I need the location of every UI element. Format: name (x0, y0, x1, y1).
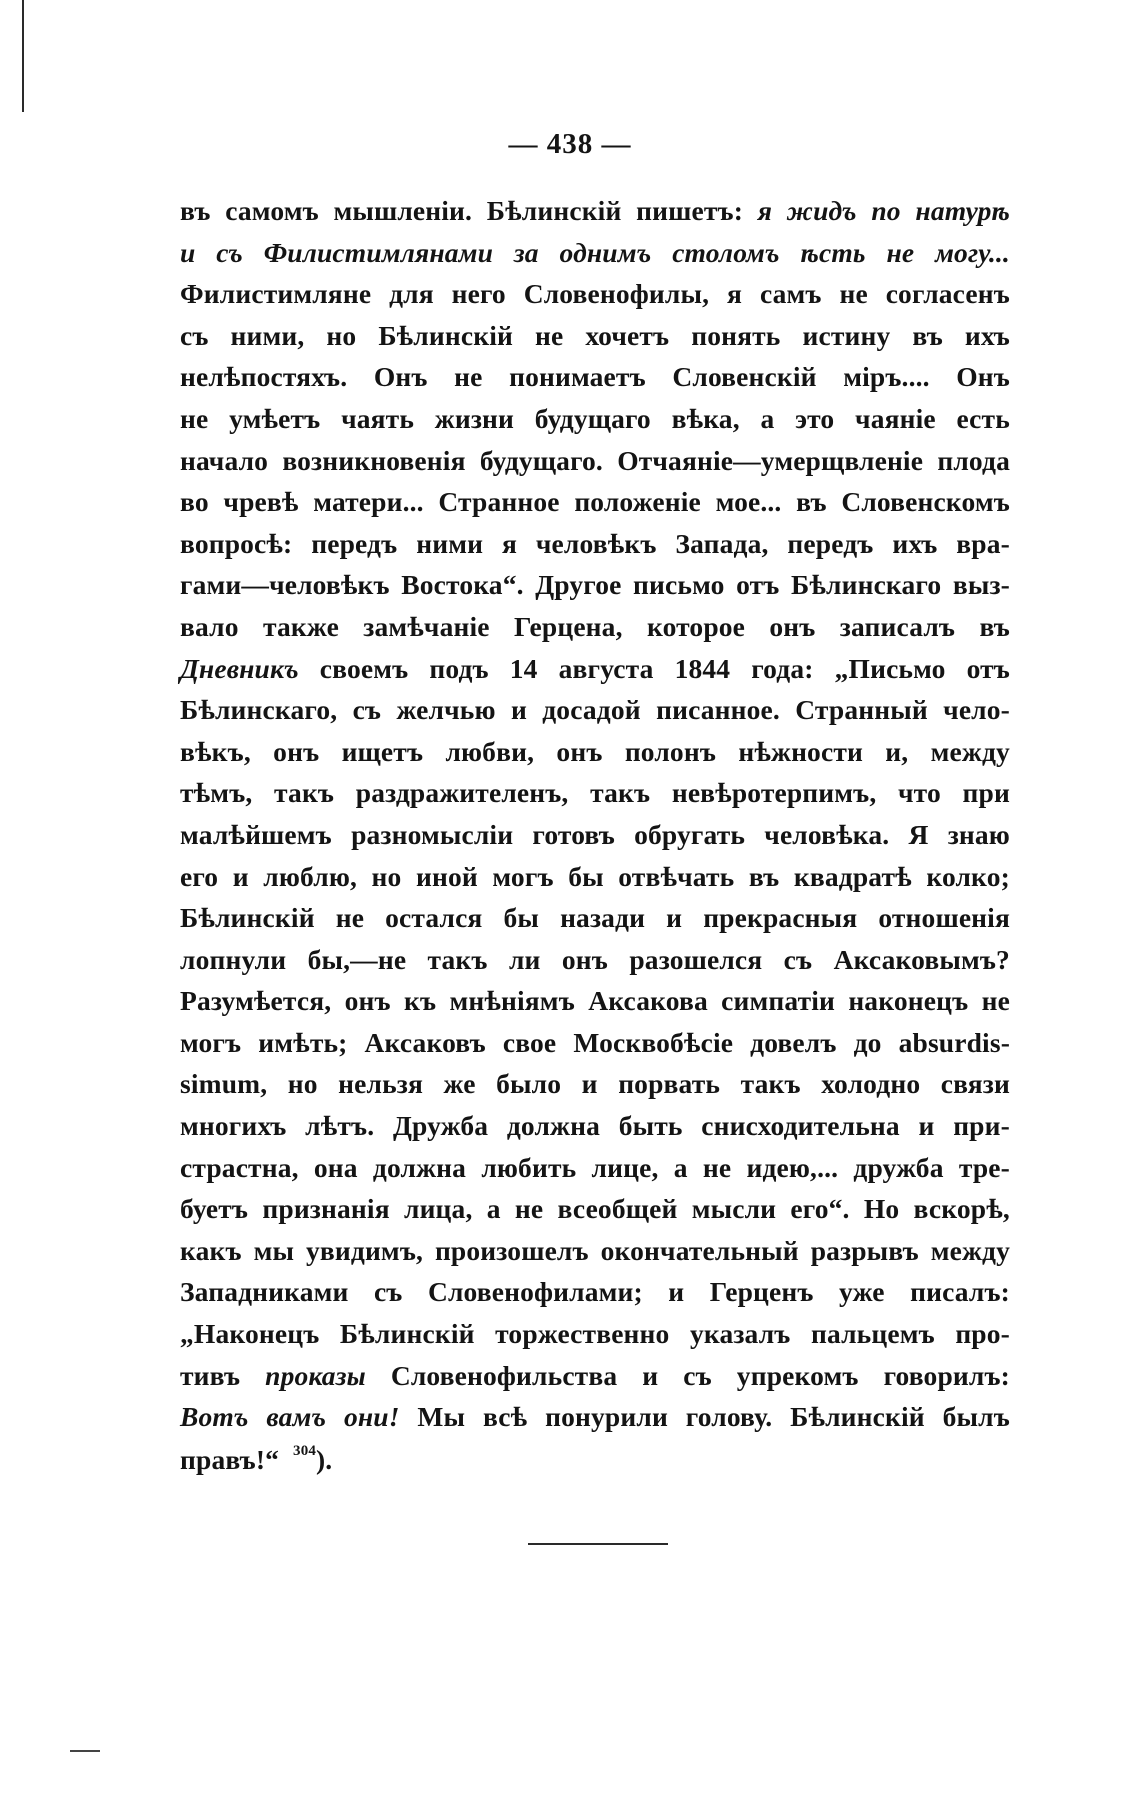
word: не (839, 278, 868, 310)
word: я (501, 527, 517, 559)
word: нѣжности (738, 735, 863, 767)
word: между (930, 1234, 1010, 1266)
word: такъ (590, 777, 651, 809)
word: также (262, 610, 339, 642)
word: Запада, (675, 527, 769, 559)
word: нелѣпостяхъ. (180, 361, 348, 393)
word: разошелся (629, 943, 763, 975)
word: бы (568, 860, 604, 892)
text-line (180, 1360, 1010, 1402)
word: не (454, 361, 483, 393)
word: разрывъ (810, 1234, 919, 1266)
word: въ (796, 486, 827, 518)
word: но (287, 1068, 318, 1100)
word: тивъ (180, 1359, 241, 1391)
word: отъ (736, 569, 780, 601)
word: такъ (740, 1068, 801, 1100)
word: Словенофилами; (427, 1276, 643, 1308)
word: Вотъ (180, 1401, 249, 1433)
word: Я (908, 818, 929, 850)
word: самомъ (225, 195, 319, 226)
text-line (180, 195, 1010, 237)
word: отвѣчать (618, 860, 735, 892)
word: иной (415, 860, 478, 892)
word: я (757, 195, 773, 226)
word: согласенъ (885, 278, 1010, 310)
word: не (180, 402, 209, 434)
word: всѣ (482, 1401, 528, 1433)
text-line (180, 1027, 1010, 1069)
word: въ (748, 860, 780, 892)
word: къ (403, 985, 437, 1017)
word: столомъ (672, 236, 780, 268)
word: Другое (535, 569, 622, 601)
word: мы (253, 1234, 295, 1266)
text-line (180, 1110, 1010, 1152)
text-line (180, 944, 1010, 986)
word: съ (180, 319, 209, 351)
word: его (180, 860, 219, 892)
word: могу... (935, 236, 1010, 268)
word: Дневникъ (180, 652, 299, 684)
word: а (673, 1151, 688, 1183)
word: снисходительна (701, 1110, 900, 1142)
word: Словенскомъ (841, 486, 1010, 518)
word: однимъ (559, 236, 652, 268)
word: натурѣ (915, 195, 1010, 226)
word: есть (956, 402, 1010, 434)
word: многихъ (180, 1110, 287, 1142)
word: умѣетъ (229, 402, 321, 434)
footnote-reference: 304 (293, 1442, 316, 1459)
word: онъ (556, 735, 603, 767)
word: вскорѣ, (913, 1193, 1010, 1225)
word: а (760, 402, 775, 434)
word: „Письмо (834, 652, 946, 684)
text-line (180, 1276, 1010, 1318)
word: Бѣлинскій (378, 319, 513, 351)
word: правъ!“ (180, 1443, 280, 1475)
word: матери... (313, 486, 424, 518)
word: но (326, 319, 357, 351)
word: Востока“. (401, 569, 524, 601)
word: назади (560, 902, 646, 934)
word: уже (839, 1276, 885, 1308)
word: Бѣлинскаго (791, 569, 942, 601)
word: мнѣніямъ (449, 985, 575, 1017)
word: готовъ (532, 818, 615, 850)
word: ищетъ (341, 735, 424, 767)
word: любить (481, 1151, 577, 1183)
text-line (180, 237, 1010, 279)
text-line (180, 819, 1010, 861)
text-line (180, 1443, 1010, 1485)
word: а (486, 1193, 501, 1225)
word: Филистимлянами (263, 236, 494, 268)
text-line (180, 902, 1010, 944)
word: Герценъ (709, 1276, 814, 1308)
section-end-rule (528, 1543, 668, 1545)
word: съ (216, 236, 243, 268)
word: человѣка. (764, 818, 890, 850)
word: Аксаковымъ? (833, 943, 1010, 975)
word: чревѣ (223, 486, 299, 518)
word: нельзя (338, 1068, 424, 1100)
word: прекрасныя (703, 902, 858, 934)
word: Западниками (180, 1276, 349, 1308)
word: 1844 (674, 652, 731, 684)
word: проказы (265, 1359, 366, 1391)
word: absurdis- (898, 1026, 1010, 1058)
word: Бѣлинскій (339, 1318, 475, 1350)
word: съ (783, 943, 813, 975)
word: и (918, 1110, 935, 1142)
word: передъ (787, 527, 874, 559)
word: человѣкъ (535, 527, 657, 559)
word: истину (802, 319, 891, 351)
word: и (666, 902, 683, 934)
word: въ (180, 195, 211, 226)
word: могъ (180, 1026, 242, 1058)
word: лопнули (180, 943, 287, 975)
word: чело- (943, 694, 1010, 726)
word: было (496, 1068, 562, 1100)
word: вѣка, (671, 402, 740, 434)
word: въ (979, 610, 1010, 642)
word: должна (506, 1110, 601, 1142)
word: онъ (769, 610, 816, 642)
text-line (180, 1068, 1010, 1110)
word: не (981, 985, 1010, 1017)
word: записалъ (839, 610, 956, 642)
word: могъ (492, 860, 554, 892)
word: дружба (853, 1151, 944, 1183)
word: пишетъ: (636, 195, 744, 226)
word: $^{304}$). (293, 1442, 333, 1475)
word: всеобщей (557, 1193, 678, 1225)
word: писанное. (656, 694, 780, 726)
word: писалъ: (910, 1276, 1010, 1308)
word: какъ (180, 1234, 242, 1266)
page-number: — 438 — (508, 128, 632, 160)
word: я (727, 278, 743, 310)
word: лице, (591, 1151, 659, 1183)
word: должна (372, 1151, 467, 1183)
word: квадратѣ (793, 860, 912, 892)
word: это (795, 402, 835, 434)
word: пальцемъ (810, 1318, 935, 1350)
word: порвать (618, 1068, 721, 1100)
word: Бѣлинскій (180, 902, 315, 934)
text-line (180, 403, 1010, 445)
word: него (451, 278, 506, 310)
word: между (930, 735, 1010, 767)
text-line (180, 736, 1010, 778)
word: Онъ (373, 361, 428, 393)
word: любви, (445, 735, 535, 767)
word: малѣйшемъ (180, 818, 332, 850)
word: чаять (341, 402, 415, 434)
word: понять (691, 319, 781, 351)
word: такъ (274, 777, 335, 809)
word: понурили (545, 1401, 668, 1433)
word: Но (863, 1193, 900, 1225)
word: и (180, 236, 196, 268)
word: свое (502, 1026, 557, 1058)
word: онъ (344, 985, 391, 1017)
word: колко; (926, 860, 1010, 892)
text-line (180, 1235, 1010, 1277)
word: связи (940, 1068, 1010, 1100)
word: simum, (180, 1068, 268, 1100)
word: буетъ (180, 1193, 249, 1225)
word: остался (385, 902, 483, 934)
word: вамъ (266, 1401, 327, 1433)
text-line (180, 985, 1010, 1027)
word: Странное (438, 486, 560, 518)
text-line (180, 1193, 1010, 1235)
word: лѣтъ. (305, 1110, 375, 1142)
word: же (443, 1068, 476, 1100)
word: начало (180, 444, 269, 476)
word: невѣротерпимъ, (671, 777, 877, 809)
word: знаю (947, 818, 1010, 850)
word: Словенскій (672, 361, 817, 393)
word: торжественно (495, 1318, 670, 1350)
word: бы,—не (307, 943, 407, 975)
word: онъ (273, 735, 320, 767)
word: отношенія (878, 902, 1010, 934)
word: не (886, 236, 915, 268)
text-line (180, 445, 1010, 487)
word: досадой (542, 694, 641, 726)
text-line (180, 1401, 1010, 1443)
word: лица, (403, 1193, 473, 1225)
word: Отчаяніе—умерщвленіе (617, 444, 924, 476)
word: Разумѣется, (180, 985, 332, 1017)
word: за (513, 236, 539, 268)
word: письмо (633, 569, 725, 601)
text-line (180, 486, 1010, 528)
text-line (180, 861, 1010, 903)
word: 14 (509, 652, 538, 684)
word: тѣмъ, (180, 777, 253, 809)
word: раздражителенъ, (355, 777, 569, 809)
text-line (180, 320, 1010, 362)
word: вра- (956, 527, 1010, 559)
word: окончательный (600, 1234, 799, 1266)
word: въ (912, 319, 943, 351)
word: говорилъ: (883, 1359, 1010, 1391)
word: гами—человѣкъ (180, 569, 390, 601)
word: Онъ (956, 361, 1010, 393)
word: не (335, 902, 365, 934)
word: его“. (790, 1193, 850, 1225)
word: ними, (230, 319, 305, 351)
word: Бѣлинскій (790, 1401, 925, 1433)
word: во (180, 486, 209, 518)
word: идею,... (746, 1151, 839, 1183)
word: для (389, 278, 434, 310)
word: онъ (561, 943, 608, 975)
word: понимаетъ (509, 361, 646, 393)
word: года: (751, 652, 814, 684)
word: упрекомъ (736, 1359, 859, 1391)
word: полонъ (624, 735, 717, 767)
word: Герцена, (513, 610, 623, 642)
word: Словенофильства (390, 1359, 618, 1391)
word: Дружба (392, 1110, 489, 1142)
word: замѣчаніе (363, 610, 490, 642)
word: довелъ (750, 1026, 837, 1058)
word: симпатіи (721, 985, 836, 1017)
word: и (232, 860, 249, 892)
word: Словенофилы, (523, 278, 710, 310)
word: положеніе (574, 486, 701, 518)
word: что (898, 777, 941, 809)
word: указалъ (689, 1318, 791, 1350)
word: произошелъ (434, 1234, 589, 1266)
word: ними (416, 527, 484, 559)
word: Москвобѣсіе (573, 1026, 734, 1058)
word: ли (508, 943, 541, 975)
corner-mark (70, 1750, 100, 1752)
word: вопросѣ: (180, 527, 293, 559)
word: по (871, 195, 901, 226)
word: жизни (434, 402, 515, 434)
word: которое (646, 610, 746, 642)
word: мое... (715, 486, 782, 518)
text-line (180, 611, 1010, 653)
word: и (581, 1068, 598, 1100)
word: Бѣлинскій (486, 195, 622, 226)
word: мысли (691, 1193, 777, 1225)
word: до (853, 1026, 882, 1058)
word: міръ.... (843, 361, 930, 393)
word: Аксакова (588, 985, 708, 1017)
word: плода (937, 444, 1010, 476)
word: ѣсть (800, 236, 866, 268)
word: холодно (821, 1068, 921, 1100)
word: разномысліи (351, 818, 514, 850)
left-margin-rule (22, 0, 24, 112)
text-line (180, 361, 1010, 403)
word: не (534, 319, 564, 351)
word: вѣкъ, (180, 735, 251, 767)
word: не (702, 1151, 732, 1183)
text-line (180, 1152, 1010, 1194)
word: признанія (262, 1193, 390, 1225)
word: голову. (685, 1401, 773, 1433)
word: при (962, 777, 1010, 809)
word: выз- (952, 569, 1010, 601)
word: будущаго. (479, 444, 603, 476)
word: она (313, 1151, 358, 1183)
text-line (180, 528, 1010, 570)
word: Мы (417, 1401, 466, 1433)
word: такъ (427, 943, 488, 975)
word: съ (683, 1359, 712, 1391)
word: страстна, (180, 1151, 299, 1183)
word: про- (955, 1318, 1010, 1350)
word: подъ (429, 652, 489, 684)
word: бы (503, 902, 540, 934)
text-line (180, 1318, 1010, 1360)
word: съ (373, 1276, 403, 1308)
word: вало (180, 610, 239, 642)
word: при- (953, 1110, 1010, 1142)
body-text (180, 195, 1010, 1484)
text-line (180, 653, 1010, 695)
word: они! (343, 1401, 400, 1433)
word: быть (618, 1110, 683, 1142)
word: ихъ (892, 527, 938, 559)
word: и (642, 1359, 659, 1391)
word: Странный (795, 694, 928, 726)
text-line (180, 777, 1010, 819)
word: и, (885, 735, 909, 767)
text-line (180, 278, 1010, 320)
word: и (510, 694, 527, 726)
word: ихъ (964, 319, 1010, 351)
word: былъ (942, 1401, 1010, 1433)
word: передъ (311, 527, 398, 559)
word: но (371, 860, 402, 892)
word: хочетъ (585, 319, 670, 351)
text-line (180, 694, 1010, 736)
word: чаяніе (855, 402, 936, 434)
word: будущаго (534, 402, 651, 434)
word: жидъ (786, 195, 857, 226)
word: наконецъ (848, 985, 969, 1017)
word: и (668, 1276, 685, 1308)
word: люблю, (263, 860, 358, 892)
word: не (514, 1193, 544, 1225)
word: Филистимляне (180, 278, 372, 310)
word: тре- (958, 1151, 1010, 1183)
word: имѣть; (258, 1026, 348, 1058)
word: своемъ (319, 652, 409, 684)
word: желчью (396, 694, 496, 726)
word: увидимъ, (305, 1234, 424, 1266)
word: возникновенія (282, 444, 466, 476)
word: обругать (634, 818, 746, 850)
word: „Наконецъ (180, 1318, 320, 1350)
word: мышленіи. (333, 195, 473, 226)
word: отъ (966, 652, 1010, 684)
word: августа (558, 652, 654, 684)
word: Бѣлинскаго, (180, 694, 338, 726)
text-line (180, 569, 1010, 611)
word: Аксаковъ (364, 1026, 486, 1058)
word: съ (352, 694, 382, 726)
word: самъ (759, 278, 822, 310)
